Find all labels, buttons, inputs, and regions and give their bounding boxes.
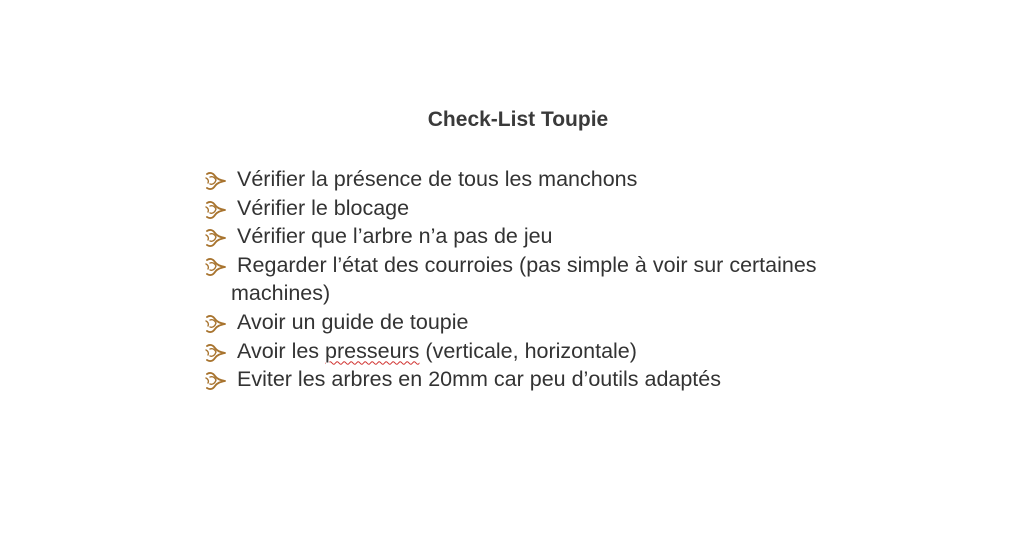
list-item-continuation: machines) [231,281,331,306]
list-item [204,194,924,223]
arrow-bullet-stroke [206,321,208,326]
arrow-bullet-stroke [210,377,216,385]
arrow-bullet-stroke [206,178,208,183]
list-item [204,365,924,394]
arrow-bullet-stroke [210,205,216,213]
arrow-bullet-graphic [204,199,230,221]
list-item-text: Vérifier le blocage [237,195,410,220]
spellcheck-flagged-word[interactable]: presseurs [325,338,420,363]
list-item-text-suffix: (verticale, horizontale) [419,338,637,363]
list-item-text: Regarder l’état des courroies (pas simple à voir sur certaines [237,252,817,277]
arrow-bullet-icon [204,342,230,364]
list-item-text: Vérifier que l’arbre n’a pas de jeu [237,224,553,249]
list-item-text: Eviter les arbres en 20mm car peu d’outils adaptés [237,367,721,392]
list-item-text: Vérifier la présence de tous les manchons [237,167,638,191]
arrow-bullet-graphic [204,313,230,335]
arrow-bullet-stroke [206,235,208,240]
list-item-text-prefix: Avoir les [237,338,326,363]
arrow-bullet-icon [204,370,230,392]
list-item [204,222,924,251]
arrow-bullet-stroke [206,264,208,269]
arrow-bullet-icon [204,199,230,221]
arrow-bullet-icon [204,256,230,278]
arrow-bullet-graphic [204,170,230,192]
arrow-bullet-icon [204,227,230,249]
arrow-bullet-stroke [210,234,216,242]
arrow-bullet-stroke [210,348,216,356]
arrow-bullet-graphic [204,370,230,392]
page-title: Check-List Toupie [427,108,609,131]
arrow-bullet-stroke [206,207,208,212]
arrow-bullet-icon [204,170,230,192]
arrow-bullet-graphic [204,227,230,249]
arrow-bullet-stroke [206,350,208,355]
arrow-bullet-stroke [206,378,208,383]
arrow-bullet-stroke [210,263,216,271]
list-item [204,337,924,366]
arrow-bullet-graphic [204,256,230,278]
list-item [204,165,924,194]
arrow-bullet-graphic [204,342,230,364]
arrow-bullet-stroke [210,320,216,328]
list-item [204,251,924,308]
list-item-text: Avoir un guide de toupie [237,309,469,334]
list-item [204,308,924,337]
checklist [204,165,924,394]
arrow-bullet-stroke [210,177,216,185]
arrow-bullet-icon [204,313,230,335]
